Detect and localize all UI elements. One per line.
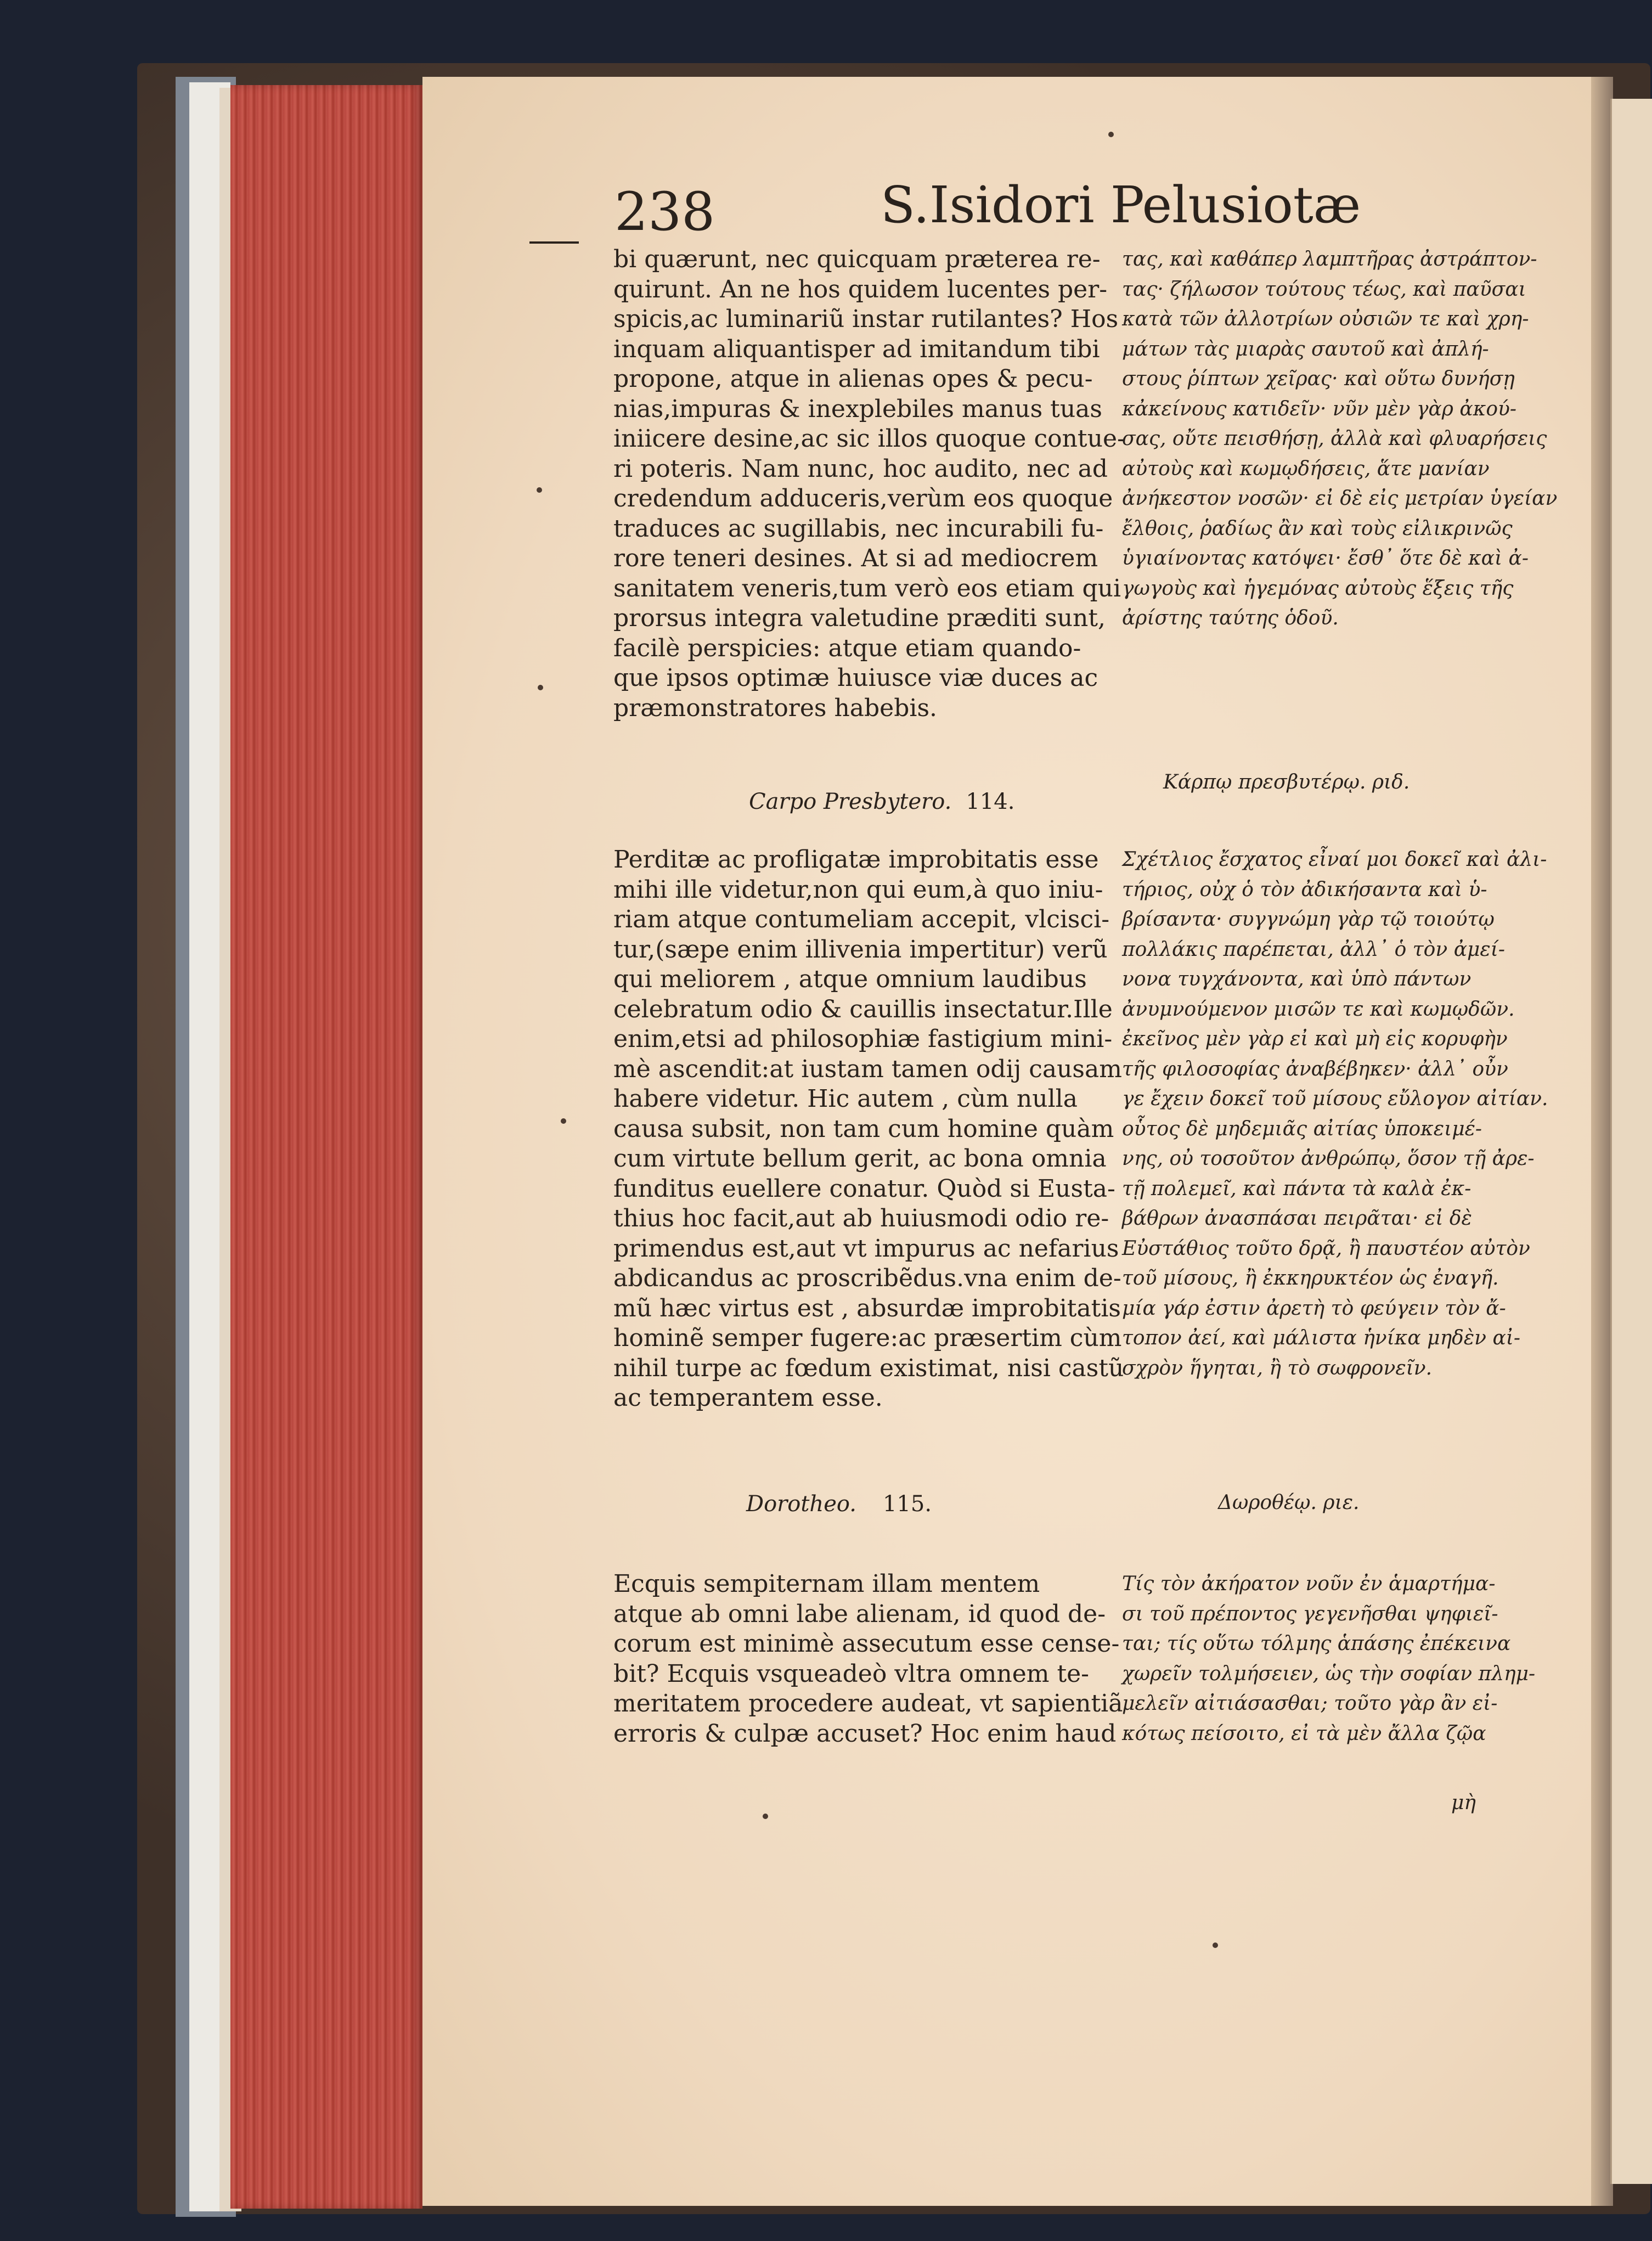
text-line: thius hoc facit,aut ab huiusmodi odio re- xyxy=(613,1204,1109,1232)
text-line: prorsus integra valetudine præditi sunt, xyxy=(613,604,1106,632)
text-line: τας, καὶ καθάπερ λαμπτῆρας ἀστράπτον- xyxy=(1122,248,1537,271)
text-line: celebratum odio & cauillis insectatur.Ille xyxy=(613,995,1113,1023)
letter-number: 115. xyxy=(882,1491,932,1517)
text-line: rore teneri desines. At si ad mediocrem xyxy=(613,544,1098,572)
text-line: ἀνυμνούμενον μισῶν τε καὶ κωμῳδῶν. xyxy=(1122,998,1515,1021)
text-line: νονα τυγχάνοντα, καὶ ὑπὸ πάντων xyxy=(1122,968,1471,990)
text-line: ac temperantem esse. xyxy=(613,1384,883,1412)
text-line: mè ascendit:at iustam tamen odij causam xyxy=(613,1055,1122,1083)
text-line: iniicere desine,ac sic illos quoque contue- xyxy=(613,425,1125,453)
gutter-shadow xyxy=(1591,77,1613,2206)
text-line: Ecquis sempiternam illam mentem xyxy=(613,1570,1040,1598)
text-line: mihi ille videtur,non qui eum,à quo iniu- xyxy=(613,875,1103,904)
letter-recipient: Dorotheo. xyxy=(746,1491,856,1517)
text-line: αὐτοὺς καὶ κωμῳδήσεις, ἅτε μανίαν xyxy=(1122,457,1490,480)
text-line: χωρεῖν τολμήσειεν, ὡς τὴν σοφίαν πλημ- xyxy=(1122,1662,1536,1685)
text-line: τῇ πολεμεῖ, καὶ πάντα τὰ καλὰ ἐκ- xyxy=(1122,1177,1471,1200)
ink-speck xyxy=(538,685,543,690)
text-line: Perditæ ac profligatæ improbitatis esse xyxy=(613,846,1099,874)
text-line: Εὐστάθιος τοῦτο δρᾷ, ἢ παυστέον αὐτὸν xyxy=(1122,1237,1530,1260)
text-line: habere videtur. Hic autem , cùm nulla xyxy=(613,1085,1078,1113)
facing-page-edge xyxy=(1610,99,1652,2184)
text-line: μελεῖν αἰτιάσασθαι; τοῦτο γὰρ ἂν εἰ- xyxy=(1122,1692,1498,1715)
ink-speck xyxy=(1213,1942,1218,1948)
red-page-edges xyxy=(230,85,422,2209)
text-line: hominẽ semper fugere:ac præsertim cùm xyxy=(613,1324,1122,1352)
text-line: facilè perspicies: atque etiam quando- xyxy=(613,634,1081,662)
text-line: præmonstratores habebis. xyxy=(613,694,938,722)
letter-number: 114. xyxy=(966,789,1015,814)
text-line: τας· ζήλωσον τούτους τέως, καὶ παῦσαι xyxy=(1122,278,1526,301)
text-line: mũ hæc virtus est , absurdæ improbitatis xyxy=(613,1294,1121,1322)
latin-column-letter-115 xyxy=(613,1569,1123,1749)
text-line: ἔλθοις, ῥαδίως ἂν καὶ τοὺς εἰλικρινῶς xyxy=(1122,517,1513,540)
text-line: σχρὸν ἥγηται, ἢ τὸ σωφρονεῖν. xyxy=(1122,1356,1433,1379)
text-line: inquam aliquantisper ad imitandum tibi xyxy=(613,335,1100,363)
text-line: erroris & culpæ accuset? Hoc enim haud xyxy=(613,1719,1117,1748)
text-line: βάθρων ἀνασπάσαι πειρᾶται· εἰ δὲ xyxy=(1122,1207,1472,1230)
text-line: γωγοὺς καὶ ἡγεμόνας αὐτοὺς ἕξεις τῆς xyxy=(1122,577,1514,600)
ink-speck xyxy=(1108,132,1114,137)
text-line: ἐκεῖνος μὲν γὰρ εἰ καὶ μὴ εἰς κορυφὴν xyxy=(1122,1028,1508,1050)
text-line: enim,etsi ad philosophiæ fastigium mini- xyxy=(613,1025,1113,1053)
text-line: atque ab omni labe alienam, id quod de- xyxy=(613,1600,1106,1628)
text-line: σι τοῦ πρέποντος γεγενῆσθαι ψηφιεῖ- xyxy=(1122,1602,1498,1625)
text-line: corum est minimè assecutum esse cense- xyxy=(613,1630,1120,1658)
text-line: traduces ac sugillabis, nec incurabili fu- xyxy=(613,514,1104,543)
text-line: spicis,ac luminariũ instar rutilantes? Hos xyxy=(613,305,1119,333)
text-line: τήριος, οὐχ ὁ τὸν ἀδικήσαντα καὶ ὑ- xyxy=(1122,878,1487,901)
text-line: que ipsos optimæ huiusce viæ duces ac xyxy=(613,664,1098,692)
text-line: ἀρίστης ταύτης ὁδοῦ. xyxy=(1122,607,1339,629)
text-line: ἀνήκεστον νοσῶν· εἰ δὲ εἰς μετρίαν ὑγείαν xyxy=(1122,487,1558,510)
text-line: meritatem procedere audeat, vt sapientiã xyxy=(613,1690,1123,1718)
text-line: Σχέτλιος ἔσχατος εἶναί μοι δοκεῖ καὶ ἀλι- xyxy=(1122,848,1547,871)
text-line: abdicandus ac proscribẽdus.vna enim de- xyxy=(613,1264,1121,1292)
text-line: βρίσαντα· συγγνώμη γὰρ τῷ τοιούτῳ xyxy=(1122,908,1495,931)
latin-column-top xyxy=(613,245,1125,723)
text-line: propone, atque in alienas opes & pecu- xyxy=(613,365,1093,393)
letter-heading-115-latin xyxy=(746,1491,932,1517)
margin-rule xyxy=(529,241,579,244)
text-line: τῆς φιλοσοφίας ἀναβέβηκεν· ἀλλ᾽ οὖν xyxy=(1122,1057,1508,1080)
text-line: cum virtute bellum gerit, ac bona omnia xyxy=(613,1145,1107,1173)
ink-speck xyxy=(561,1118,566,1124)
text-line: μάτων τὰς μιαρὰς σαυτοῦ καὶ ἀπλή- xyxy=(1122,337,1489,361)
text-line: σας, οὔτε πεισθήσῃ, ἀλλὰ καὶ φλυαρήσεις xyxy=(1122,427,1547,450)
text-line: νης, οὐ τοσοῦτον ἀνθρώπῳ, ὅσον τῇ ἀρε- xyxy=(1122,1147,1535,1170)
text-line: οὗτος δὲ μηδεμιᾶς αἰτίας ὑποκειμέ- xyxy=(1122,1117,1482,1140)
text-line: riam atque contumeliam accepit, vlcisci- xyxy=(613,905,1110,933)
greek-column-letter-115 xyxy=(1122,1569,1536,1749)
text-line: τοῦ μίσους, ἢ ἐκκηρυκτέον ὡς ἐναγῆ. xyxy=(1122,1267,1499,1290)
text-line: ται; τίς οὕτω τόλμης ἁπάσης ἐπέκεινα xyxy=(1122,1632,1511,1655)
text-line: κατὰ τῶν ἀλλοτρίων οὐσιῶν τε καὶ χρη- xyxy=(1122,308,1529,330)
text-line: bit? Ecquis vsqueadeò vltra omnem te- xyxy=(613,1659,1090,1688)
text-line: πολλάκις παρέπεται, ἀλλ᾽ ὁ τὸν ἀμεί- xyxy=(1122,938,1505,961)
text-line: causa subsit, non tam cum homine quàm xyxy=(613,1114,1114,1143)
text-line: ri poteris. Nam nunc, hoc audito, nec ad xyxy=(613,454,1108,483)
text-line: ὑγιαίνοντας κατόψει· ἔσθ᾽ ὅτε δὲ καὶ ἀ- xyxy=(1122,547,1529,570)
letter-recipient: Carpo Presbytero. xyxy=(749,789,952,814)
page-number: 238 xyxy=(614,181,715,243)
greek-column-top xyxy=(1122,245,1558,634)
text-line: funditus euellere conatur. Quòd si Eusta- xyxy=(613,1174,1115,1203)
latin-column-letter-114 xyxy=(613,845,1124,1414)
text-line: κἀκείνους κατιδεῖν· νῦν μὲν γὰρ ἀκού- xyxy=(1122,397,1517,420)
text-line: bi quærunt, nec quicquam præterea re- xyxy=(613,245,1101,273)
greek-column-letter-114 xyxy=(1122,845,1548,1383)
text-line: στους ῥίπτων χεῖρας· καὶ οὕτω δυνήσῃ xyxy=(1122,368,1515,390)
text-line: nihil turpe ac fœdum existimat, nisi castũ xyxy=(613,1354,1124,1382)
text-line: μία γάρ ἐστιν ἀρετὴ τὸ φεύγειν τὸν ἄ- xyxy=(1122,1297,1506,1320)
text-line: qui meliorem , atque omnium laudibus xyxy=(613,965,1087,993)
text-line: tur,(sæpe enim illivenia impertitur) verũ xyxy=(613,935,1108,964)
text-line: primendus est,aut vt impurus ac nefarius xyxy=(613,1234,1119,1263)
text-line: sanitatem veneris,tum verò eos etiam qui xyxy=(613,574,1121,603)
running-title: S.Isidori Pelusiotæ xyxy=(881,176,1361,234)
text-line: τοπον ἀεί, καὶ μάλιστα ἡνίκα μηδὲν αἰ- xyxy=(1122,1327,1521,1349)
text-line: κότως πείσοιτο, εἰ τὰ μὲν ἄλλα ζῷα xyxy=(1122,1722,1486,1745)
catchword: μὴ xyxy=(1451,1792,1476,1814)
letter-heading-114-latin xyxy=(749,789,1014,814)
ink-speck xyxy=(537,487,542,493)
letter-heading-115-greek: Δωροθέῳ. ριε. xyxy=(1218,1491,1360,1514)
text-line: nias,impuras & inexplebiles manus tuas xyxy=(613,395,1102,423)
text-line: γε ἔχειν δοκεῖ τοῦ μίσους εὔλογον αἰτίαν. xyxy=(1122,1088,1548,1110)
text-line: quirunt. An ne hos quidem lucentes per- xyxy=(613,275,1108,303)
text-line: Τίς τὸν ἀκήρατον νοῦν ἐν ἁμαρτήμα- xyxy=(1122,1573,1496,1595)
letter-heading-114-greek: Κάρπῳ πρεσβυτέρῳ. ριδ. xyxy=(1163,771,1410,793)
ink-speck xyxy=(763,1814,768,1819)
text-line: credendum adduceris,verùm eos quoque xyxy=(613,485,1113,513)
